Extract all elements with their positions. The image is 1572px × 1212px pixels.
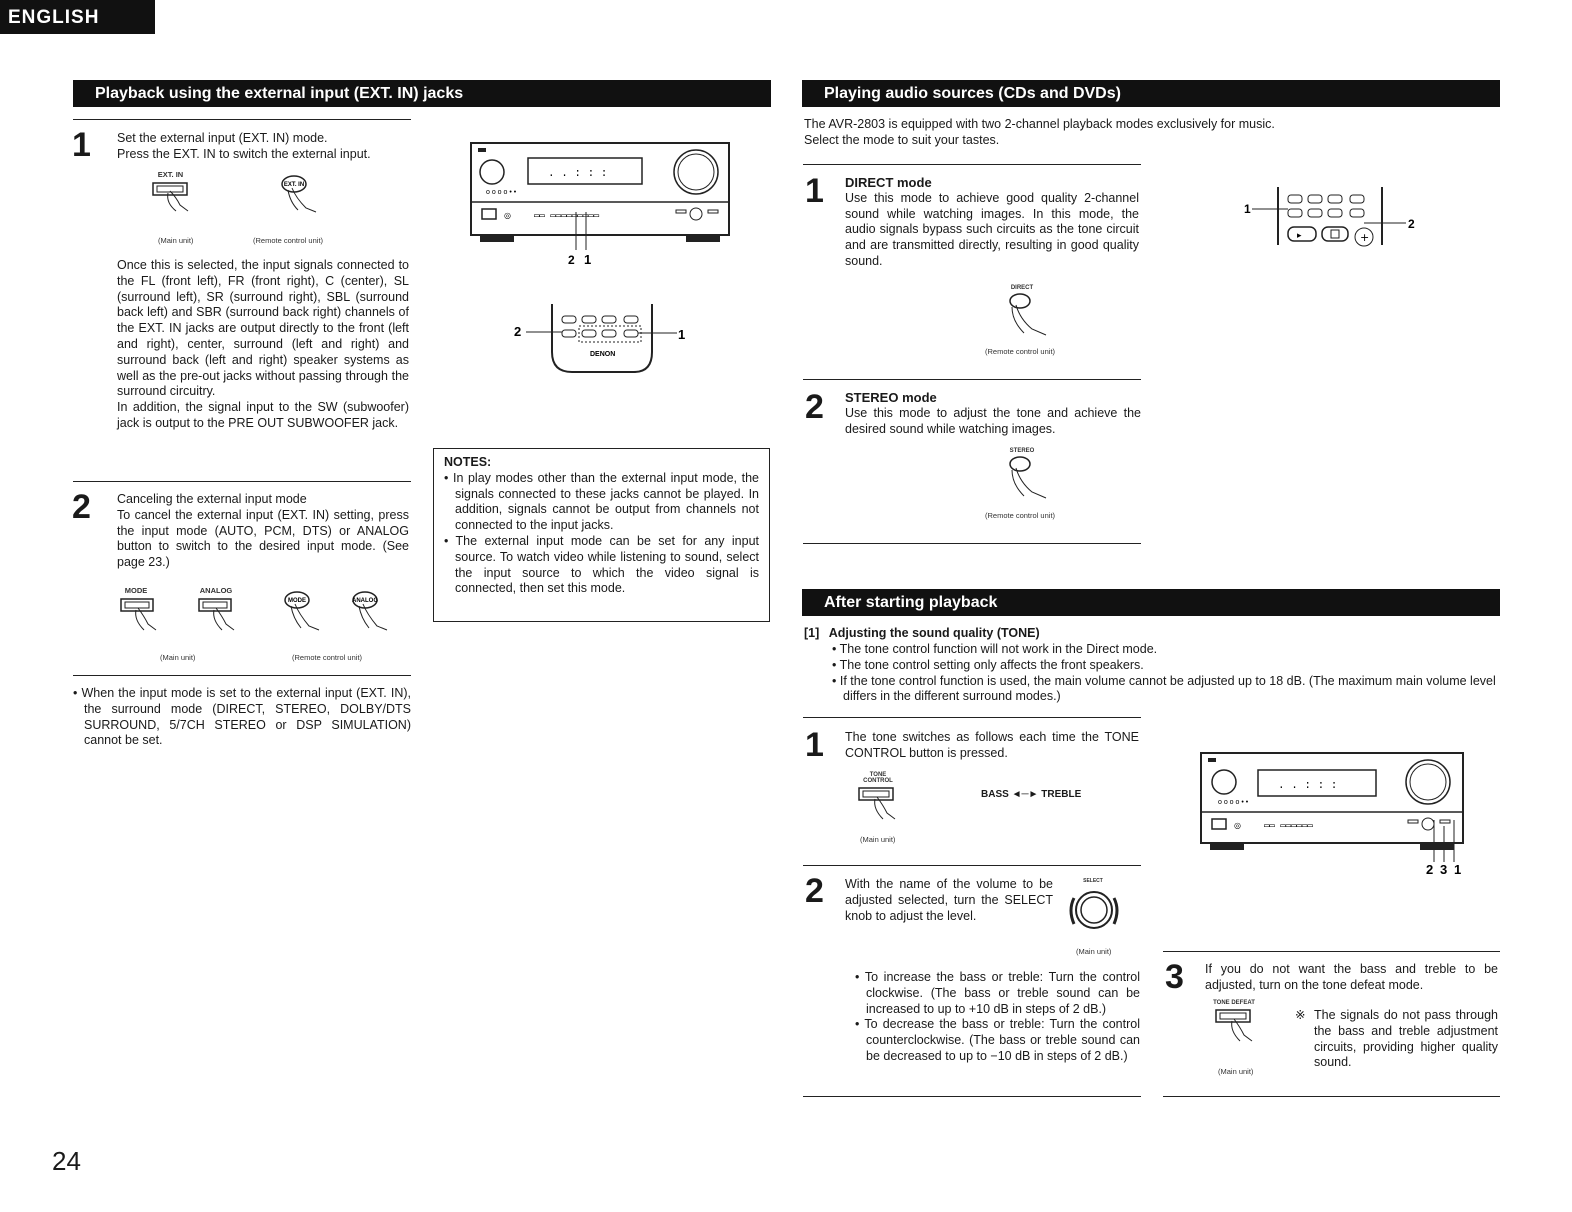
svg-text:▭▭ ▭▭▭▭▭▭▭▭▭: ▭▭ ▭▭▭▭▭▭▭▭▭ [534, 211, 600, 221]
tone-step2-bullet: • To decrease the bass or treble: Turn the control counterclockwise. (The bass or treble sound can be decreased to up to −10 dB in steps of 2 dB.) [855, 1017, 1141, 1063]
remote-button-press-icon [348, 588, 398, 638]
tone-control-button-illustration [855, 772, 911, 833]
receiver-front-panel-diagram [1200, 752, 1466, 882]
intro-line2: Select the mode to suit your tastes. [804, 132, 1000, 147]
button-press-icon [855, 784, 911, 828]
divider [73, 481, 411, 482]
rotary-knob-icon [1068, 884, 1124, 938]
remote-button-press-icon [1000, 454, 1060, 506]
direct-button-illustration [1000, 285, 1060, 348]
divider [803, 543, 1141, 544]
svg-text:◎: ◎ [504, 211, 511, 220]
tone-defeat-note: The signals do not pass through the bass and treble adjustment circuits, providing higher quality sound. [1314, 1008, 1498, 1070]
footnote [73, 686, 411, 749]
divider [803, 379, 1141, 380]
subhead-title: Adjusting the sound quality (TONE) [828, 626, 1040, 640]
tone-bullets [832, 642, 1502, 705]
tone-control-label: TONE CONTROL [863, 772, 893, 784]
callout-label: 1 [584, 252, 592, 267]
note-item: • In play modes other than the external input mode, the signals connected to these jacks cannot be played. In addition, signals cannot be output from channels not connected to the input jacks. [444, 470, 759, 533]
step2-body: To cancel the external input (EXT. IN) setting, press the input mode (AUTO, PCM, DTS) or ANALOG button to switch to the desired input mode. (See page 23.) [117, 507, 409, 570]
tone-step1-body: The tone switches as follows each time the TONE CONTROL button is pressed. [845, 730, 1139, 760]
footnote-text: • When the input mode is set to the external input (EXT. IN), the surround mode (DIRECT, STEREO, DOLBY/DTS SURROUND, 5/7CH STEREO or DSP SIMULATION) cannot be set. [73, 686, 411, 748]
caption-remote-unit: (Remote control unit) [985, 511, 1056, 520]
remote-analog-label: ANALOG [352, 598, 378, 604]
notes-box [433, 448, 770, 622]
intro-line1: The AVR-2803 is equipped with two 2-channel playback modes exclusively for music. [804, 117, 1275, 131]
button-press-icon [1212, 1006, 1268, 1056]
divider [803, 717, 1141, 718]
direct-mode-body: Use this mode to achieve good quality 2-channel sound while watching images. In this mode, the audio signals bypass such circuits as the tone circuit and are transmitted directly, resulting in good quality sound. [845, 190, 1139, 268]
main-unit-button-illustration [148, 170, 198, 224]
note-mark: ※ [1295, 1008, 1306, 1022]
button-press-icon [196, 595, 244, 639]
step-number: 1 [72, 126, 91, 164]
tone-step2-body: With the name of the volume to be adjusted selected, turn the SELECT knob to adjust the level. [845, 877, 1053, 923]
svg-text:◎: ◎ [1234, 821, 1241, 830]
tone-bullet: • The tone control function will not work in the Direct mode. [832, 642, 1158, 656]
remote-button-press-icon [1000, 291, 1060, 343]
remote-button-illustration [276, 172, 326, 222]
callout-label: 2 [1426, 862, 1434, 877]
section-title-after-playback: After starting playback [802, 589, 1500, 616]
tone-subhead [804, 626, 1504, 642]
remote-mode-label: MODE [288, 598, 306, 604]
callout-label: 2 [568, 253, 575, 267]
receiver-front-panel-diagram [470, 142, 732, 272]
svg-text:o o o o • •: o o o o • • [486, 189, 517, 196]
stereo-mode-block [845, 390, 1141, 437]
svg-text:. . : : :: . . : : : [548, 168, 608, 180]
caption-remote-unit: (Remote control unit) [985, 347, 1056, 356]
stereo-button-label: STEREO [1009, 448, 1035, 454]
callout-label: 3 [1440, 862, 1448, 877]
remote-button-label: EXT. IN [283, 182, 305, 188]
remote-analog-button-illustration [348, 588, 398, 643]
divider [73, 675, 411, 676]
audio-intro [804, 117, 1494, 149]
button-label: EXT. IN [157, 170, 184, 179]
direct-mode-title: DIRECT mode [845, 175, 932, 190]
note-item: • The external input mode can be set for any input source. To watch video while listening to sound, select the input source to which the video signal is connected, then set this mode. [444, 533, 759, 596]
section-title-audio-sources: Playing audio sources (CDs and DVDs) [802, 80, 1500, 107]
treble-label: TREBLE [1041, 789, 1082, 800]
divider [1163, 951, 1500, 952]
button-press-icon [118, 595, 166, 639]
toggle-arrow-icon: ◄─► [1011, 789, 1042, 800]
stereo-mode-body: Use this mode to adjust the tone and achieve the desired sound while watching images. [845, 405, 1141, 436]
remote-control-diagram [512, 302, 692, 378]
step-number: 2 [72, 488, 91, 526]
section-title-ext-in: Playback using the external input (EXT. IN) jacks [73, 80, 771, 107]
language-tab: ENGLISH [0, 0, 155, 34]
step1-instructions [117, 131, 412, 163]
step-number: 2 [805, 872, 824, 910]
tone-defeat-label: TONE DEFEAT [1213, 1000, 1255, 1006]
button-press-icon [148, 179, 198, 219]
svg-text:▭▭ ▭▭▭▭▭▭: ▭▭ ▭▭▭▭▭▭ [1264, 821, 1313, 831]
step-number: 1 [805, 172, 824, 210]
remote-control-diagram [1240, 185, 1420, 253]
svg-text:+: + [1360, 231, 1370, 244]
bass-treble-toggle [981, 789, 1081, 800]
analog-button-illustration [196, 586, 244, 644]
stereo-button-illustration [1000, 448, 1060, 511]
caption-main-unit: (Main unit) [158, 236, 194, 245]
step2-instructions [117, 492, 409, 571]
tone-step2-bullets [855, 970, 1140, 1065]
divider [803, 1096, 1141, 1097]
caption-remote-unit: (Remote control unit) [253, 236, 324, 245]
svg-text:▸: ▸ [1297, 231, 1302, 241]
caption-main-unit: (Main unit) [1076, 947, 1112, 956]
divider [803, 865, 1141, 866]
caption-main-unit: (Main unit) [860, 835, 896, 844]
mode-button-illustration [118, 586, 166, 644]
stereo-mode-title: STEREO mode [845, 390, 937, 405]
remote-button-press-icon [280, 588, 330, 638]
remote-button-press-icon [276, 172, 326, 217]
tone-defeat-button-illustration [1212, 1000, 1268, 1061]
callout-label: 1 [1454, 862, 1462, 877]
direct-mode-block [845, 175, 1139, 270]
tone-bullet: • The tone control setting only affects the front speakers. [832, 657, 1144, 672]
caption-main-unit: (Main unit) [1218, 1067, 1254, 1076]
svg-text:o o o o • •: o o o o • • [1218, 799, 1249, 806]
remote-mode-button-illustration [280, 588, 330, 643]
page-number: 24 [52, 1146, 81, 1176]
step1-body-para2: In addition, the signal input to the SW (subwoofer) jack is output to the PRE OUT SUBWOOFER jack. [117, 400, 409, 430]
step1-line2: Press the EXT. IN to switch the external input. [117, 146, 371, 161]
step1-body-para1: Once this is selected, the input signals connected to the FL (front left), FR (front right), C (center), SL (surround left), SR (surround right), SBL (surround back left) and SBR (surround back right) channels of the EXT. IN jacks are output directly to the front (left and right), center, surround (left and right) and surround back (left and right) speaker systems as well as the pre-out jacks without passing through the surround circuitry. [117, 258, 409, 399]
caption-remote-unit: (Remote control unit) [292, 653, 363, 662]
step2-line1: Canceling the external input mode [117, 492, 307, 506]
mode-button-label: MODE [124, 586, 148, 595]
step-number: 2 [805, 388, 824, 426]
step1-body [117, 258, 409, 432]
step1-line1: Set the external input (EXT. IN) mode. [117, 131, 328, 145]
notes-title: NOTES: [444, 455, 492, 469]
callout-label: 2 [1408, 217, 1415, 231]
direct-button-label: DIRECT [1010, 285, 1034, 291]
caption-main-unit: (Main unit) [160, 653, 196, 662]
step-number: 3 [1165, 958, 1184, 996]
tone-step2-bullet: • To increase the bass or treble: Turn the control clockwise. (The bass or treble sound can be increased to up to +10 dB in steps of 2 dB.) [855, 970, 1141, 1016]
step-number: 1 [805, 726, 824, 764]
brand-label: DENON [590, 351, 616, 358]
divider [803, 164, 1141, 165]
tone-step3-body: If you do not want the bass and treble to be adjusted, turn on the tone defeat mode. [1205, 962, 1498, 992]
analog-button-label: ANALOG [199, 586, 233, 595]
callout-label: 1 [678, 327, 686, 342]
divider [1163, 1096, 1500, 1097]
select-knob-illustration [1068, 878, 1124, 943]
tone-bullet: • If the tone control function is used, the main volume cannot be adjusted up to 18 dB. (The maximum main volume level differs in the different surround modes.) [832, 673, 1496, 704]
bass-label: BASS [981, 789, 1009, 800]
svg-text:. . : : :: . . : : : [1278, 780, 1338, 792]
select-knob-label: SELECT [1083, 878, 1103, 884]
divider [73, 119, 411, 120]
subhead-number: [1] [804, 626, 820, 640]
callout-label: 2 [514, 324, 522, 339]
callout-label: 1 [1244, 202, 1251, 216]
